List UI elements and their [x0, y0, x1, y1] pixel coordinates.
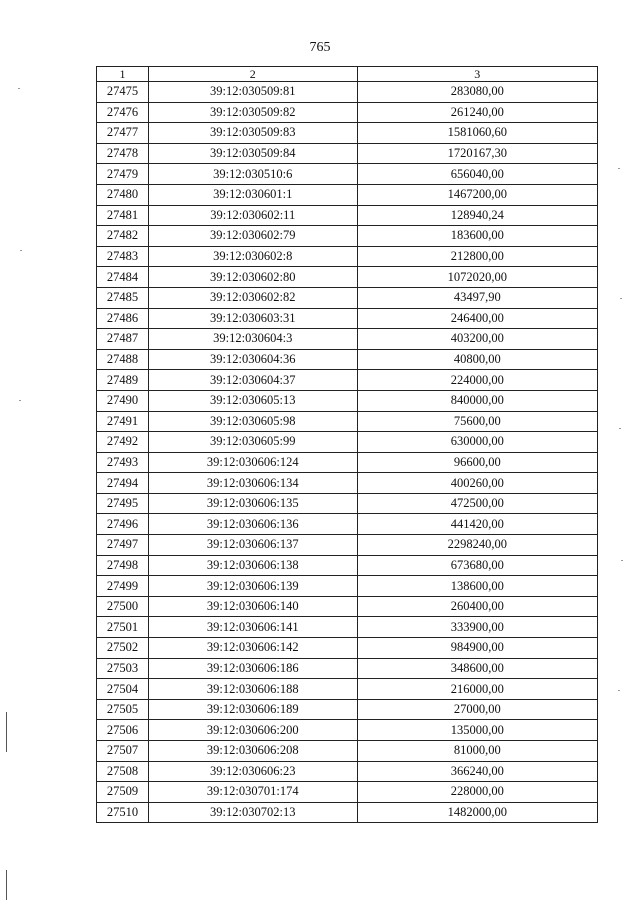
cadastral-value-cell: 840000,00	[357, 390, 597, 411]
table-row	[97, 699, 598, 720]
scan-dot	[618, 168, 620, 169]
cadastral-value-cell: 1482000,00	[357, 802, 597, 823]
row-number-cell: 27476	[97, 102, 149, 123]
cadastral-value-cell: 630000,00	[357, 432, 597, 453]
column-header-3: 3	[357, 67, 597, 82]
table-row	[97, 514, 598, 535]
row-number-cell: 27500	[97, 596, 149, 617]
scan-dot	[618, 690, 620, 691]
row-number-cell: 27492	[97, 432, 149, 453]
table-row	[97, 184, 598, 205]
scan-dot	[18, 88, 20, 89]
cadastral-number-cell: 39:12:030606:135	[148, 493, 357, 514]
table-row	[97, 143, 598, 164]
row-number-cell: 27506	[97, 720, 149, 741]
table-row	[97, 123, 598, 144]
cadastral-value-cell: 96600,00	[357, 452, 597, 473]
table-row	[97, 720, 598, 741]
cadastral-value-cell: 2298240,00	[357, 535, 597, 556]
row-number-cell: 27487	[97, 329, 149, 350]
cadastral-number-cell: 39:12:030605:99	[148, 432, 357, 453]
cadastral-number-cell: 39:12:030601:1	[148, 184, 357, 205]
cadastral-value-cell: 656040,00	[357, 164, 597, 185]
cadastral-value-cell: 228000,00	[357, 782, 597, 803]
row-number-cell: 27499	[97, 576, 149, 597]
cadastral-value-cell: 472500,00	[357, 493, 597, 514]
cadastral-value-cell: 138600,00	[357, 576, 597, 597]
column-header-row	[97, 67, 598, 82]
table-row	[97, 390, 598, 411]
table-row	[97, 102, 598, 123]
row-number-cell: 27486	[97, 308, 149, 329]
page-number: 765	[309, 40, 331, 55]
row-number-cell: 27482	[97, 226, 149, 247]
row-number-cell: 27485	[97, 287, 149, 308]
row-number-cell: 27484	[97, 267, 149, 288]
table-row	[97, 308, 598, 329]
scan-dot	[619, 428, 621, 429]
cadastral-number-cell: 39:12:030602:8	[148, 246, 357, 267]
table-row	[97, 596, 598, 617]
cadastral-value-cell: 40800,00	[357, 349, 597, 370]
row-number-cell: 27502	[97, 638, 149, 659]
row-number-cell: 27509	[97, 782, 149, 803]
cadastral-value-cell: 673680,00	[357, 555, 597, 576]
column-header-2: 2	[148, 67, 357, 82]
row-number-cell: 27496	[97, 514, 149, 535]
table-row	[97, 432, 598, 453]
row-number-cell: 27505	[97, 699, 149, 720]
row-number-cell: 27481	[97, 205, 149, 226]
row-number-cell: 27479	[97, 164, 149, 185]
table-row	[97, 782, 598, 803]
scan-dot	[20, 250, 22, 251]
cadastral-number-cell: 39:12:030604:3	[148, 329, 357, 350]
table-row	[97, 226, 598, 247]
row-number-cell: 27494	[97, 473, 149, 494]
cadastral-value-cell: 75600,00	[357, 411, 597, 432]
cadastral-number-cell: 39:12:030602:79	[148, 226, 357, 247]
cadastral-number-cell: 39:12:030606:124	[148, 452, 357, 473]
cadastral-value-cell: 27000,00	[357, 699, 597, 720]
cadastral-number-cell: 39:12:030606:139	[148, 576, 357, 597]
table-row	[97, 452, 598, 473]
row-number-cell: 27478	[97, 143, 149, 164]
table-row	[97, 679, 598, 700]
cadastral-number-cell: 39:12:030606:140	[148, 596, 357, 617]
cadastral-value-cell: 403200,00	[357, 329, 597, 350]
cadastral-value-cell: 400260,00	[357, 473, 597, 494]
row-number-cell: 27483	[97, 246, 149, 267]
cadastral-number-cell: 39:12:030604:37	[148, 370, 357, 391]
table-row	[97, 370, 598, 391]
table-row	[97, 349, 598, 370]
table-row	[97, 267, 598, 288]
row-number-cell: 27507	[97, 741, 149, 762]
row-number-cell: 27495	[97, 493, 149, 514]
table-row	[97, 741, 598, 762]
table-row	[97, 617, 598, 638]
table-row	[97, 555, 598, 576]
scan-dot	[620, 298, 622, 299]
table-row	[97, 287, 598, 308]
cadastral-value-cell: 1467200,00	[357, 184, 597, 205]
table-body	[97, 82, 598, 823]
cadastral-number-cell: 39:12:030606:137	[148, 535, 357, 556]
cadastral-value-cell: 984900,00	[357, 638, 597, 659]
cadastral-number-cell: 39:12:030605:98	[148, 411, 357, 432]
cadastral-value-cell: 366240,00	[357, 761, 597, 782]
row-number-cell: 27490	[97, 390, 149, 411]
cadastral-number-cell: 39:12:030606:188	[148, 679, 357, 700]
cadastral-number-cell: 39:12:030606:138	[148, 555, 357, 576]
row-number-cell: 27503	[97, 658, 149, 679]
row-number-cell: 27475	[97, 82, 149, 103]
cadastral-number-cell: 39:12:030602:11	[148, 205, 357, 226]
cadastral-value-cell: 183600,00	[357, 226, 597, 247]
scan-margin-mark	[6, 712, 7, 752]
table-row	[97, 246, 598, 267]
table-row	[97, 658, 598, 679]
row-number-cell: 27488	[97, 349, 149, 370]
table-row	[97, 535, 598, 556]
cadastral-number-cell: 39:12:030702:13	[148, 802, 357, 823]
table-row	[97, 82, 598, 103]
cadastral-number-cell: 39:12:030606:189	[148, 699, 357, 720]
cadastral-number-cell: 39:12:030606:141	[148, 617, 357, 638]
cadastral-number-cell: 39:12:030606:136	[148, 514, 357, 535]
cadastral-number-cell: 39:12:030606:186	[148, 658, 357, 679]
row-number-cell: 27497	[97, 535, 149, 556]
cadastral-number-cell: 39:12:030606:23	[148, 761, 357, 782]
cadastral-number-cell: 39:12:030510:6	[148, 164, 357, 185]
cadastral-value-cell: 1581060,60	[357, 123, 597, 144]
cadastral-value-table	[96, 66, 598, 823]
cadastral-number-cell: 39:12:030602:80	[148, 267, 357, 288]
row-number-cell: 27508	[97, 761, 149, 782]
cadastral-value-cell: 135000,00	[357, 720, 597, 741]
row-number-cell: 27491	[97, 411, 149, 432]
table-row	[97, 205, 598, 226]
cadastral-value-cell: 224000,00	[357, 370, 597, 391]
cadastral-number-cell: 39:12:030602:82	[148, 287, 357, 308]
cadastral-value-cell: 1720167,30	[357, 143, 597, 164]
cadastral-value-cell: 261240,00	[357, 102, 597, 123]
cadastral-value-cell: 246400,00	[357, 308, 597, 329]
cadastral-value-cell: 333900,00	[357, 617, 597, 638]
row-number-cell: 27510	[97, 802, 149, 823]
cadastral-number-cell: 39:12:030509:84	[148, 143, 357, 164]
cadastral-number-cell: 39:12:030606:200	[148, 720, 357, 741]
cadastral-value-cell: 1072020,00	[357, 267, 597, 288]
cadastral-number-cell: 39:12:030509:83	[148, 123, 357, 144]
cadastral-value-cell: 216000,00	[357, 679, 597, 700]
table-row	[97, 802, 598, 823]
cadastral-value-cell: 81000,00	[357, 741, 597, 762]
table-row	[97, 411, 598, 432]
cadastral-value-cell: 283080,00	[357, 82, 597, 103]
cadastral-number-cell: 39:12:030701:174	[148, 782, 357, 803]
row-number-cell: 27480	[97, 184, 149, 205]
cadastral-number-cell: 39:12:030606:142	[148, 638, 357, 659]
row-number-cell: 27489	[97, 370, 149, 391]
cadastral-value-cell: 260400,00	[357, 596, 597, 617]
scan-dot	[19, 400, 21, 401]
scan-margin-mark	[6, 870, 7, 900]
row-number-cell: 27477	[97, 123, 149, 144]
cadastral-value-cell: 441420,00	[357, 514, 597, 535]
row-number-cell: 27501	[97, 617, 149, 638]
cadastral-number-cell: 39:12:030509:81	[148, 82, 357, 103]
cadastral-value-cell: 348600,00	[357, 658, 597, 679]
cadastral-value-cell: 128940,24	[357, 205, 597, 226]
column-header-1: 1	[97, 67, 149, 82]
cadastral-number-cell: 39:12:030509:82	[148, 102, 357, 123]
cadastral-number-cell: 39:12:030603:31	[148, 308, 357, 329]
cadastral-value-cell: 212800,00	[357, 246, 597, 267]
table-row	[97, 493, 598, 514]
cadastral-number-cell: 39:12:030604:36	[148, 349, 357, 370]
table-row	[97, 761, 598, 782]
cadastral-number-cell: 39:12:030605:13	[148, 390, 357, 411]
row-number-cell: 27493	[97, 452, 149, 473]
row-number-cell: 27504	[97, 679, 149, 700]
table-row	[97, 329, 598, 350]
table-row	[97, 164, 598, 185]
row-number-cell: 27498	[97, 555, 149, 576]
scan-dot	[621, 560, 623, 561]
table-row	[97, 473, 598, 494]
cadastral-number-cell: 39:12:030606:208	[148, 741, 357, 762]
table-row	[97, 638, 598, 659]
cadastral-value-cell: 43497,90	[357, 287, 597, 308]
table-row	[97, 576, 598, 597]
cadastral-number-cell: 39:12:030606:134	[148, 473, 357, 494]
